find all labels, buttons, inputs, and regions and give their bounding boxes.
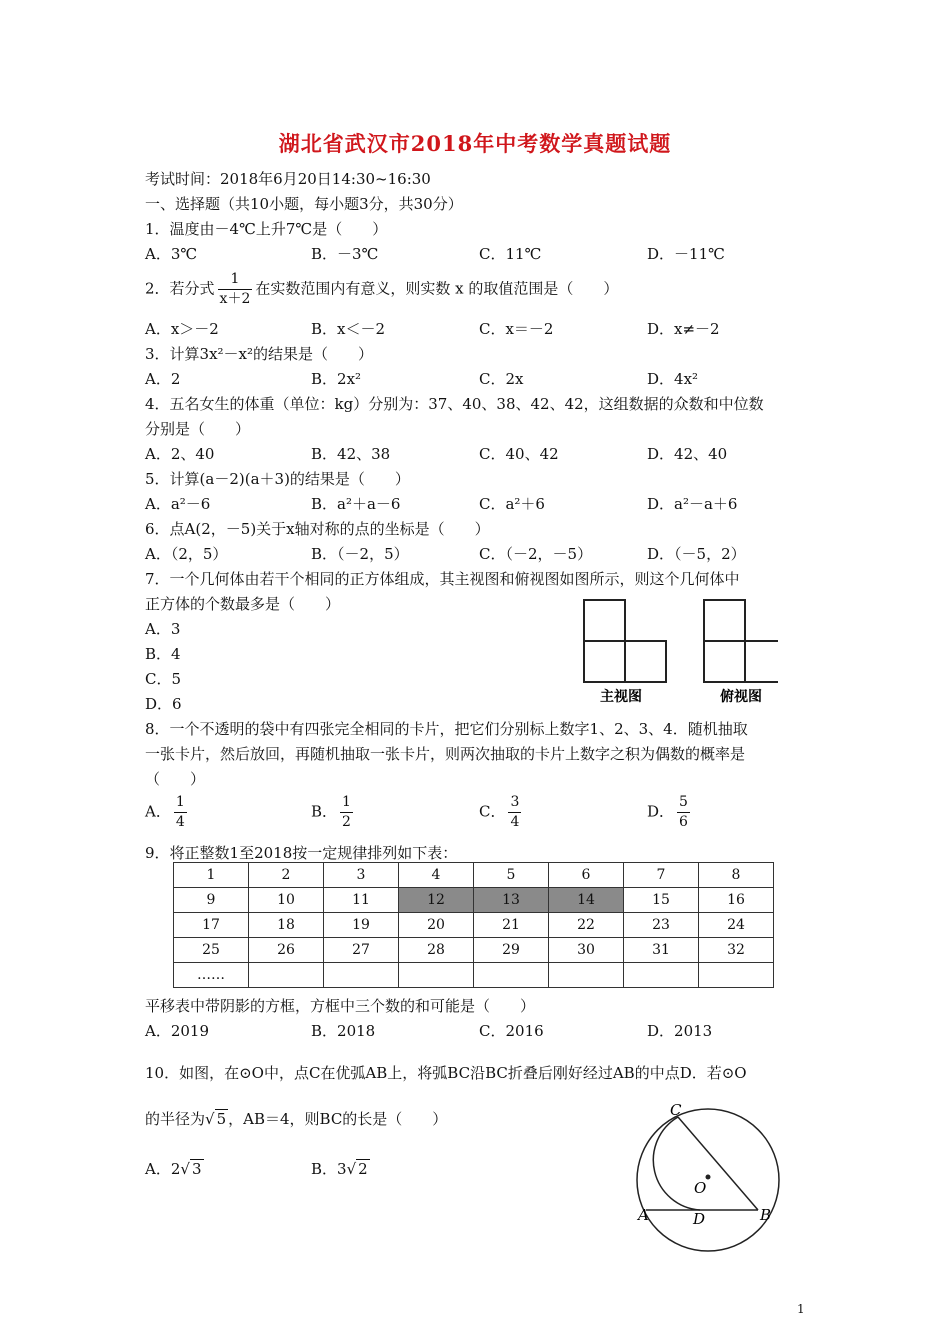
question-8-stem-line2: 一张卡片，然后放回，再随机抽取一张卡片，则两次抽取的卡片上数字之积为偶数的概率是 (145, 745, 746, 763)
table-cell: 21 (474, 913, 549, 938)
table-cell: 5 (474, 863, 549, 888)
table-cell: 6 (549, 863, 624, 888)
table-cell: 15 (624, 888, 699, 913)
q8-d-num: 5 (677, 793, 690, 813)
q3-option-c: C．2x (479, 370, 524, 388)
table-cell: 12 (399, 888, 474, 913)
table-cell: 23 (624, 913, 699, 938)
q8-d-den: 6 (679, 814, 688, 830)
q10-sqrt-value: 5 (216, 1110, 227, 1128)
table-cell: 14 (549, 888, 624, 913)
table-cell: 16 (699, 888, 774, 913)
circle-o (637, 1109, 779, 1251)
table-row (174, 938, 774, 963)
label-d: D (693, 1210, 706, 1228)
table-cell: 28 (399, 938, 474, 963)
q7-option-c: C．5 (145, 670, 182, 688)
question-5-stem: 5．计算(a－2)(a＋3)的结果是（ ） (145, 470, 410, 488)
exam-time: 考试时间：2018年6月20日14:30~16:30 (145, 170, 431, 188)
question-4-stem-line1: 4．五名女生的体重（单位：kg）分别为：37、40、38、42、42，这组数据的众数和中位数 (145, 395, 764, 413)
q4-option-d: D．42、40 (647, 445, 728, 463)
q8-b-fraction (340, 793, 353, 832)
q2-stem-pre: 2．若分式 (145, 279, 215, 298)
table-cell: 19 (324, 913, 399, 938)
table-cell: 4 (399, 863, 474, 888)
q1-option-c: C．11℃ (479, 245, 542, 263)
top-view-square (704, 600, 745, 641)
table-cell (549, 963, 624, 988)
table-row (174, 963, 774, 988)
q10-a-sqrt: 3 (191, 1160, 202, 1178)
table-cell: 20 (399, 913, 474, 938)
q8-option-a (145, 793, 190, 832)
q2-option-b: B．x＜－2 (311, 320, 386, 338)
chord-bc (678, 1117, 758, 1210)
q7-views-figure (578, 595, 778, 707)
q2-option-c: C．x＝－2 (479, 320, 554, 338)
top-view-label: 俯视图 (720, 689, 762, 705)
front-view-square (625, 641, 666, 682)
q2-frac-num: 1 (218, 270, 253, 290)
q8-option-d (647, 793, 693, 832)
q10-stem2-pre: 的半径为 (145, 1110, 206, 1128)
q4-option-a: A．2、40 (145, 445, 215, 463)
q1-option-d: D．－11℃ (647, 245, 725, 263)
table-cell (624, 963, 699, 988)
q4-option-b: B．42、38 (311, 445, 391, 463)
q2-stem-post: 在实数范围内有意义，则实数 x 的取值范围是（ ） (255, 279, 619, 298)
q5-option-d: D．a²－a＋6 (647, 495, 738, 513)
table-cell: 7 (624, 863, 699, 888)
q8-option-b (311, 793, 356, 832)
question-8-stem-line1: 8．一个不透明的袋中有四张完全相同的卡片，把它们分别标上数字1、2、3、4．随机抽取 (145, 720, 748, 738)
table-cell (324, 963, 399, 988)
q8-c-num: 3 (508, 793, 521, 813)
table-row (174, 888, 774, 913)
section-heading: 一、选择题（共10小题，每小题3分，共30分） (145, 195, 463, 213)
q8-a-den: 4 (175, 814, 185, 830)
table-cell: 13 (474, 888, 549, 913)
table-cell: 18 (249, 913, 324, 938)
question-2-stem (145, 270, 618, 309)
q8-c-label: C． (479, 802, 506, 821)
table-cell: 24 (699, 913, 774, 938)
q4-option-c: C．40、42 (479, 445, 559, 463)
question-4-stem-line2: 分别是（ ） (145, 420, 251, 438)
q6-option-a: A．（2，5） (145, 545, 228, 563)
q8-a-fraction (174, 793, 187, 832)
q8-option-c (479, 793, 524, 832)
q10-b-label: B．3 (311, 1160, 347, 1178)
table-cell: 10 (249, 888, 324, 913)
q8-d-fraction (677, 793, 690, 832)
q8-c-fraction (508, 793, 521, 832)
label-a: A (638, 1206, 649, 1224)
q7-option-a: A．3 (145, 620, 181, 638)
q9-option-d: D．2013 (647, 1022, 713, 1040)
q7-option-d: D．6 (145, 695, 182, 713)
question-10-stem-line1: 10．如图，在⊙O中，点C在优弧AB上，将弧BC沿BC折叠后刚好经过AB的中点D．若⊙O (145, 1064, 747, 1082)
table-cell: 27 (324, 938, 399, 963)
table-cell: 17 (174, 913, 249, 938)
q1-option-b: B．－3℃ (311, 245, 379, 263)
top-view-square (745, 641, 778, 682)
table-row (174, 863, 774, 888)
table-cell (399, 963, 474, 988)
q10-stem2-post: ，AB＝4，则BC的长是（ ） (228, 1110, 448, 1128)
table-cell: 30 (549, 938, 624, 963)
front-view-square (584, 641, 625, 682)
q8-d-label: D． (647, 802, 675, 821)
question-10-stem-line2: 的半径为√ 5 ，AB＝4，则BC的长是（ ） (145, 1110, 448, 1128)
top-view-square (704, 641, 745, 682)
q9-option-b: B．2018 (311, 1022, 376, 1040)
table-cell: 25 (174, 938, 249, 963)
q5-option-b: B．a²＋a－6 (311, 495, 401, 513)
q8-c-den: 4 (510, 814, 520, 830)
q2-frac-den: x＋2 (219, 291, 251, 307)
front-view-square (584, 600, 625, 641)
question-9-stem: 9．将正整数1至2018按一定规律排列如下表： (145, 844, 458, 862)
q7-option-b: B．4 (145, 645, 181, 663)
q8-b-den: 2 (342, 814, 351, 830)
label-c: C (670, 1101, 682, 1119)
q5-option-a: A．a²－6 (145, 495, 211, 513)
page-number: 1 (797, 1302, 805, 1316)
q3-option-b: B．2x² (311, 370, 362, 388)
table-cell: 26 (249, 938, 324, 963)
q8-b-label: B． (311, 802, 338, 821)
table-cell: 11 (324, 888, 399, 913)
q6-option-c: C．（－2，－5） (479, 545, 593, 563)
table-row (174, 913, 774, 938)
q10-circle-figure (630, 1100, 790, 1260)
table-cell (249, 963, 324, 988)
label-o: O (694, 1179, 707, 1197)
q10-b-sqrt: 2 (358, 1160, 368, 1178)
question-7-stem-line2: 正方体的个数最多是（ ） (145, 595, 341, 613)
table-cell: 9 (174, 888, 249, 913)
q5-option-c: C．a²＋6 (479, 495, 545, 513)
question-3-stem: 3．计算3x²－x²的结果是（ ） (145, 345, 374, 363)
q10-option-a: A．2√ 3 (145, 1160, 202, 1178)
q2-option-a: A．x＞－2 (145, 320, 219, 338)
table-cell: 8 (699, 863, 774, 888)
table-cell (699, 963, 774, 988)
folded-arc (653, 1117, 700, 1210)
q2-fraction (218, 270, 253, 309)
q3-option-a: A．2 (145, 370, 181, 388)
q8-b-num: 1 (340, 793, 353, 813)
q9-option-c: C．2016 (479, 1022, 544, 1040)
q6-option-b: B．（－2，5） (311, 545, 409, 563)
table-cell (474, 963, 549, 988)
q1-option-a: A．3℃ (145, 245, 198, 263)
question-9-stem-line2: 平移表中带阴影的方框，方框中三个数的和可能是（ ） (145, 997, 536, 1015)
q3-option-d: D．4x² (647, 370, 699, 388)
table-cell: 29 (474, 938, 549, 963)
question-8-stem-line3: （ ） (145, 770, 206, 788)
q6-option-d: D．（－5，2） (647, 545, 746, 563)
q10-a-label: A．2 (145, 1160, 181, 1178)
q8-a-num: 1 (174, 793, 187, 813)
table-cell: …… (174, 963, 249, 988)
q9-option-a: A．2019 (145, 1022, 210, 1040)
question-6-stem: 6．点A(2，－5)关于x轴对称的点的坐标是（ ） (145, 520, 490, 538)
number-table (173, 862, 774, 988)
table-cell: 2 (249, 863, 324, 888)
question-7-stem-line1: 7．一个几何体由若干个相同的正方体组成，其主视图和俯视图如图所示，则这个几何体中 (145, 570, 740, 588)
q8-a-label: A． (145, 802, 171, 821)
q2-option-d: D．x≠－2 (647, 320, 720, 338)
table-cell: 3 (324, 863, 399, 888)
label-b: B (760, 1206, 772, 1224)
table-cell: 22 (549, 913, 624, 938)
page-title: 湖北省武汉市2018年中考数学真题试题 (278, 131, 672, 156)
table-cell: 32 (699, 938, 774, 963)
front-view-label: 主视图 (600, 689, 642, 705)
table-cell: 31 (624, 938, 699, 963)
q10-option-b: B．3√ 2 (311, 1160, 368, 1178)
question-1-stem: 1．温度由－4℃上升7℃是（ ） (145, 220, 388, 238)
table-cell: 1 (174, 863, 249, 888)
